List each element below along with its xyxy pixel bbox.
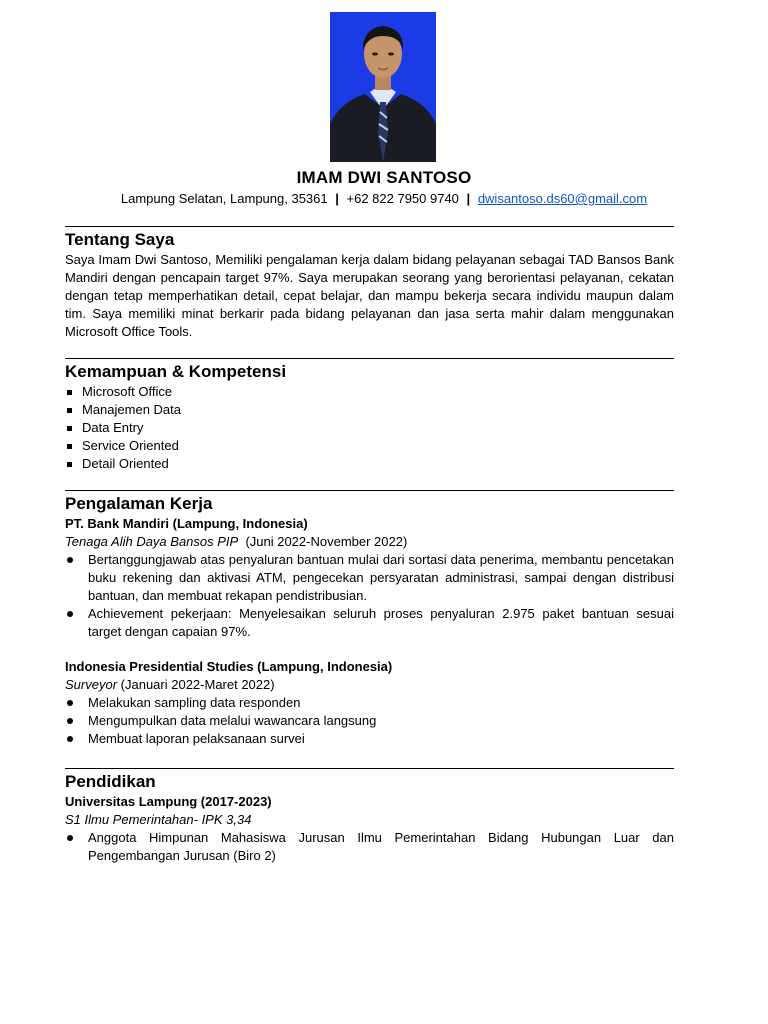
section-divider <box>65 226 674 227</box>
email-link[interactable]: dwisantoso.ds60@gmail.com <box>477 191 648 206</box>
list-item: Bertanggungjawab atas penyaluran bantuan mulai dari sortasi data penerima, membantu pencetakan buku rekening dan aktivasi ATM, pengecekan persyaratan administrasi, sampai dengan distribusi bantuan, dan membuat rekapan pendistribusian. <box>65 551 674 605</box>
list-item: Anggota Himpunan Mahasiswa Jurusan Ilmu Pemerintahan Bidang Hubungan Luar dan Pengembangan Jurusan (Biro 2) <box>65 829 674 865</box>
job-bullets <box>65 694 674 748</box>
section-divider <box>65 490 674 491</box>
job-role-line <box>65 533 674 551</box>
contact-line <box>0 191 768 206</box>
address: Lampung Selatan, Lampung, 35361 <box>120 191 328 206</box>
job-period: (Januari 2022-Maret 2022) <box>120 677 275 692</box>
section-title: Kemampuan & Kompetensi <box>65 362 287 381</box>
candidate-name: IMAM DWI SANTOSO <box>296 168 472 187</box>
list-item: Microsoft Office <box>65 383 674 401</box>
education-section <box>65 768 674 865</box>
about-text: Saya Imam Dwi Santoso, Memiliki pengalaman kerja dalam bidang pelayanan sebagai TAD Bansos Bank Mandiri dengan pencapain target 97%. Saya merupakan seorang yang berorientasi pelayanan, cekatan dengan tetap memperhatikan detail, cepat belajar, dan mampu bekerja secara individu maupun dalam tim. Saya memiliki minat berkarir pada bidang pelayanan dan jasa serta mahir dalam menggunakan Microsoft Office Tools. <box>65 252 674 339</box>
list-item: Data Entry <box>65 419 674 437</box>
job-role: Tenaga Alih Daya Bansos PIP <box>65 534 239 549</box>
degree: S1 Ilmu Pemerintahan- IPK 3,34 <box>65 812 252 827</box>
section-title: Pendidikan <box>65 772 156 791</box>
portrait-image <box>330 12 436 162</box>
school-name: Universitas Lampung (2017-2023) <box>65 794 272 809</box>
separator: | <box>335 191 339 206</box>
profile-photo <box>330 12 436 162</box>
list-item: Membuat laporan pelaksanaan survei <box>65 730 674 748</box>
experience-section <box>65 490 674 748</box>
section-divider <box>65 358 674 359</box>
separator: | <box>466 191 471 206</box>
job-company: Indonesia Presidential Studies (Lampung, Indonesia) <box>65 659 393 674</box>
list-item: Manajemen Data <box>65 401 674 419</box>
skills-list <box>65 383 674 473</box>
job-bullets <box>65 551 674 641</box>
section-title: Pengalaman Kerja <box>65 494 213 513</box>
about-section <box>65 226 674 341</box>
job-company: PT. Bank Mandiri (Lampung, Indonesia) <box>65 516 308 531</box>
job-period: (Juni 2022-November 2022) <box>245 534 408 549</box>
section-divider <box>65 768 674 769</box>
skills-section <box>65 358 674 473</box>
list-item: Achievement pekerjaan: Menyelesaikan seluruh proses penyaluran 2.975 paket bantuan sesuai target dengan capaian 97%. <box>65 605 674 641</box>
list-item: Melakukan sampling data responden <box>65 694 674 712</box>
list-item: Mengumpulkan data melalui wawancara langsung <box>65 712 674 730</box>
list-item: Service Oriented <box>65 437 674 455</box>
job-role-line <box>65 676 674 694</box>
education-bullets <box>65 829 674 865</box>
job-role: Surveyor <box>65 677 118 692</box>
list-item: Detail Oriented <box>65 455 674 473</box>
section-title: Tentang Saya <box>65 230 175 249</box>
phone: +62 822 7950 9740 <box>346 191 459 206</box>
